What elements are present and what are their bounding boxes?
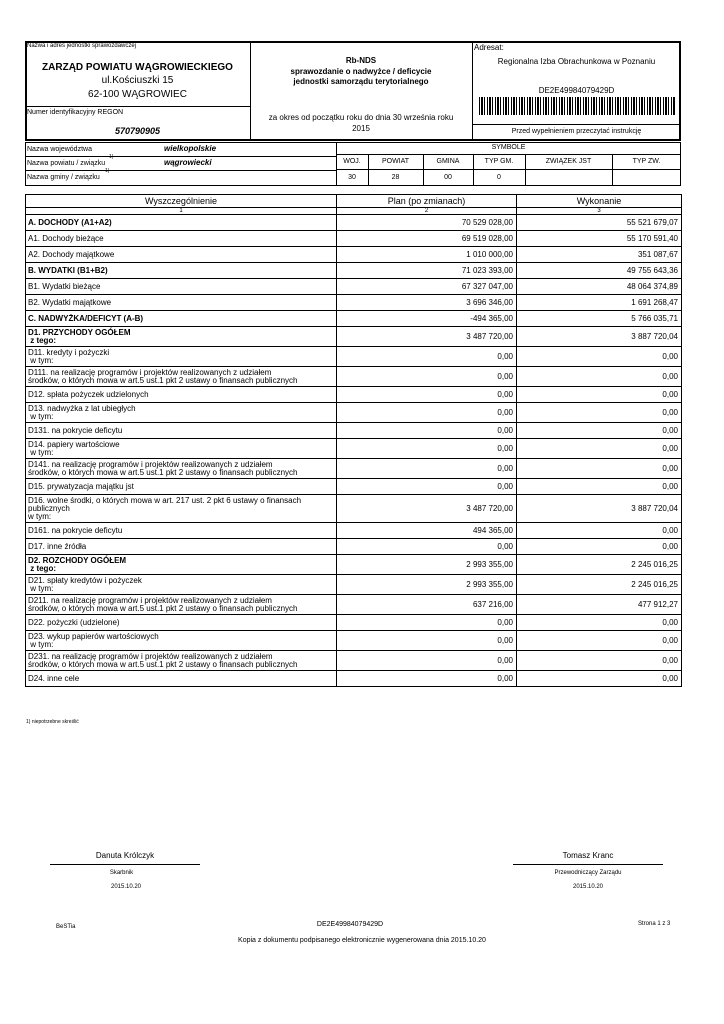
table-row	[26, 615, 682, 631]
row-execution-value: 1 691 268,47	[517, 295, 682, 311]
row-label	[26, 311, 337, 327]
symbol-header-woj: WOJ.	[343, 158, 361, 165]
row-label-text: D111. na realizację programów i projektów realizowanych z udziałem	[28, 367, 272, 377]
row-label-text: D11. kredyty i pożyczki	[28, 347, 110, 357]
form-code: Rb-NDS	[345, 56, 377, 65]
signature-left-line	[50, 864, 200, 865]
row-label	[26, 279, 337, 295]
table-row	[26, 387, 682, 403]
row-label-text: D23. wykup papierów wartościowych	[28, 631, 159, 641]
row-label-subtext: środków, o których mowa w art.5 ust.1 pkt 2 ustawy o finansach publicznych	[28, 375, 298, 385]
row-plan-value: 0,00	[337, 439, 517, 459]
name-address-label: Nazwa i adres jednostki sprawozdawczej	[27, 43, 137, 49]
symbol-value-gmina: 00	[444, 174, 452, 181]
row-label-text: D16. wolne środki, o których mowa w art. 217 ust. 2 pkt 6 ustawy o finansach	[28, 495, 302, 505]
row-execution-value: 0,00	[517, 631, 682, 651]
signature-right-line	[513, 864, 663, 865]
footer-doc-id: DE2E49984079429D	[316, 921, 384, 928]
table-row	[26, 439, 682, 459]
row-label	[26, 631, 337, 651]
symbols-line-2	[336, 169, 681, 170]
table-row	[26, 539, 682, 555]
row-label-subtext: z tego:	[28, 335, 56, 345]
row-plan-value: 3 487 720,00	[337, 495, 517, 523]
unit-name: ZARZĄD POWIATU WĄGROWIECKIEGO	[42, 62, 233, 73]
row-plan-value: 1 010 000,00	[337, 247, 517, 263]
row-label-subtext: z tego:	[28, 563, 56, 573]
symbol-header-typ-zw: TYP ZW.	[632, 158, 661, 165]
table-row	[26, 215, 682, 231]
row-plan-value: 0,00	[337, 671, 517, 687]
row-label-text: B1. Wydatki bieżące	[28, 281, 101, 291]
doc-id-header: DE2E49984079429D	[538, 86, 615, 95]
budget-table	[25, 194, 682, 687]
table-row	[26, 523, 682, 539]
column-number: 2	[337, 208, 517, 215]
row-label-text: A1. Dochody bieżące	[28, 233, 104, 243]
row-plan-value: 0,00	[337, 459, 517, 479]
row-label	[26, 479, 337, 495]
symbol-header-powiat: POWIAT	[381, 158, 410, 165]
location-line-1	[25, 156, 336, 157]
footnote: 1) niepotrzebne skreślić	[26, 719, 79, 725]
row-label-subtext: środków, o których mowa w art.5 ust.1 pkt 2 ustawy o finansach publicznych	[28, 467, 298, 477]
signature-left-name: Danuta Królczyk	[95, 851, 155, 860]
signature-left-role: Skarbnik	[109, 870, 134, 876]
column-header-description: Wyszczególnienie	[26, 195, 337, 208]
period-line-1: za okres od początku roku do dnia 30 września roku	[268, 113, 454, 122]
header-instructions-line	[472, 124, 681, 125]
row-label-text: D141. na realizację programów i projektów realizowanych z udziałem	[28, 459, 273, 469]
row-label	[26, 403, 337, 423]
table-row	[26, 231, 682, 247]
row-plan-value: 0,00	[337, 651, 517, 671]
row-label-text: D211. na realizację programów i projektów realizowanych z udziałem	[28, 595, 272, 605]
row-label	[26, 539, 337, 555]
table-row	[26, 651, 682, 671]
row-plan-value: 0,00	[337, 631, 517, 651]
row-execution-value: 0,00	[517, 347, 682, 367]
row-label-text: D24. inne cele	[28, 673, 80, 683]
row-label-subtext: środków, o których mowa w art.5 ust.1 pkt 2 ustawy o finansach publicznych	[28, 659, 298, 669]
addressee-name: Regionalna Izba Obrachunkowa w Poznaniu	[497, 57, 656, 66]
signature-right-name: Tomasz Kranc	[562, 851, 614, 860]
row-execution-value: 3 887 720,04	[517, 495, 682, 523]
regon-value: 570790905	[114, 126, 161, 136]
row-label	[26, 651, 337, 671]
row-label	[26, 215, 337, 231]
row-label-text: D131. na pokrycie deficytu	[28, 425, 123, 435]
row-execution-value: 2 245 016,25	[517, 575, 682, 595]
county-footnote-mark: 1)	[109, 154, 114, 160]
symbol-value-powiat: 28	[391, 174, 400, 181]
row-execution-value: 0,00	[517, 651, 682, 671]
footer-page-number: Strona 1 z 3	[638, 921, 671, 927]
period-line-2: 2015	[352, 124, 370, 133]
symbol-header-zwiazek: ZWIĄZEK JST	[545, 158, 592, 165]
row-label	[26, 615, 337, 631]
row-execution-value: 0,00	[517, 439, 682, 459]
table-row	[26, 423, 682, 439]
table-row	[26, 403, 682, 423]
row-label	[26, 459, 337, 479]
row-label-text: D15. prywatyzacja majątku jst	[28, 481, 134, 491]
column-number: 3	[517, 208, 682, 215]
row-execution-value: 477 912,27	[517, 595, 682, 615]
row-plan-value: 71 023 393,00	[337, 263, 517, 279]
row-label-subtext: w tym:	[28, 639, 54, 649]
row-execution-value: 0,00	[517, 479, 682, 495]
header-regon-line	[25, 106, 250, 107]
row-label-text: A. DOCHODY (A1+A2)	[28, 217, 112, 227]
table-row	[26, 495, 682, 523]
table-row	[26, 347, 682, 367]
instructions-note: Przed wypełnieniem przeczytać instrukcję	[511, 128, 642, 135]
row-plan-value: 0,00	[337, 403, 517, 423]
row-execution-value: 2 245 016,25	[517, 555, 682, 575]
row-label-text: D17. inne źródła	[28, 541, 87, 551]
footer-copy-note: Kopia z dokumentu podpisanego elektronicznie wygenerowana dnia 2015.10.20	[238, 937, 486, 944]
table-header-row	[26, 195, 682, 208]
unit-street: ul.Kościuszki 15	[101, 75, 174, 86]
row-plan-value: -494 365,00	[337, 311, 517, 327]
row-label-subtext: w tym:	[28, 355, 54, 365]
row-label	[26, 367, 337, 387]
row-plan-value: 637 216,00	[337, 595, 517, 615]
row-label-text: A2. Dochody majątkowe	[28, 249, 115, 259]
row-label-text: B2. Wydatki majątkowe	[28, 297, 112, 307]
column-header-execution: Wykonanie	[517, 195, 682, 208]
row-label	[26, 523, 337, 539]
row-plan-value: 0,00	[337, 423, 517, 439]
row-label-text: D14. papiery wartościowe	[28, 439, 120, 449]
county-value: wągrowiecki	[164, 158, 212, 167]
row-label	[26, 263, 337, 279]
row-label-subtext: w tym:	[28, 411, 54, 421]
row-execution-value: 55 170 591,40	[517, 231, 682, 247]
column-number-row	[26, 208, 682, 215]
row-plan-value: 0,00	[337, 387, 517, 403]
row-label-subtext: w tym:	[28, 583, 54, 593]
row-plan-value: 3 696 346,00	[337, 295, 517, 311]
row-label	[26, 247, 337, 263]
table-row	[26, 295, 682, 311]
row-plan-value: 3 487 720,00	[337, 327, 517, 347]
footer-system: BeSTia	[56, 924, 76, 930]
row-label	[26, 575, 337, 595]
voivodeship-value: wielkopolskie	[164, 144, 217, 153]
table-row	[26, 459, 682, 479]
table-row	[26, 247, 682, 263]
row-label-subtext: publicznych	[28, 503, 70, 513]
row-label-subtext: w tym:	[28, 511, 52, 521]
row-execution-value: 0,00	[517, 615, 682, 631]
row-label	[26, 295, 337, 311]
row-label-text: C. NADWYŻKA/DEFICYT (A-B)	[28, 313, 144, 323]
symbols-line-1	[336, 154, 681, 155]
row-execution-value: 0,00	[517, 403, 682, 423]
row-label	[26, 439, 337, 459]
regon-label: Numer identyfikacyjny REGON	[27, 109, 124, 116]
table-row	[26, 671, 682, 687]
row-label-text: B. WYDATKI (B1+B2)	[28, 265, 108, 275]
row-execution-value: 0,00	[517, 671, 682, 687]
row-execution-value: 5 766 035,71	[517, 311, 682, 327]
table-row	[26, 279, 682, 295]
commune-footnote-mark: 1)	[105, 168, 110, 174]
county-label: Nazwa powiatu / związku	[27, 160, 106, 167]
row-label	[26, 423, 337, 439]
table-row	[26, 575, 682, 595]
table-row	[26, 555, 682, 575]
row-plan-value: 69 519 028,00	[337, 231, 517, 247]
row-label-text: D21. spłaty kredytów i pożyczek	[28, 575, 142, 585]
table-row	[26, 263, 682, 279]
symbol-header-gmina: GMINA	[436, 158, 460, 165]
row-label	[26, 387, 337, 403]
row-label	[26, 555, 337, 575]
table-row	[26, 595, 682, 615]
row-label	[26, 495, 337, 523]
column-number: 1	[26, 208, 337, 215]
form-title-line-2: jednostki samorządu terytorialnego	[293, 77, 429, 86]
location-line-2	[25, 170, 336, 171]
signature-right-role: Przewodniczący Zarządu	[554, 870, 622, 876]
symbol-header-typ-gm: TYP GM.	[484, 158, 514, 165]
commune-label: Nazwa gminy / związku	[27, 174, 100, 181]
row-execution-value: 3 887 720,04	[517, 327, 682, 347]
row-plan-value: 0,00	[337, 539, 517, 555]
row-plan-value: 67 327 047,00	[337, 279, 517, 295]
row-plan-value: 0,00	[337, 367, 517, 387]
row-label	[26, 327, 337, 347]
row-label	[26, 231, 337, 247]
row-plan-value: 0,00	[337, 479, 517, 495]
table-row	[26, 327, 682, 347]
row-label-text: D22. pożyczki (udzielone)	[28, 617, 120, 627]
row-execution-value: 0,00	[517, 387, 682, 403]
row-plan-value: 2 993 355,00	[337, 555, 517, 575]
row-execution-value: 49 755 643,36	[517, 263, 682, 279]
barcode-image	[479, 97, 676, 115]
symbol-value-typ-gm: 0	[497, 174, 501, 181]
row-plan-value: 0,00	[337, 615, 517, 631]
row-execution-value: 0,00	[517, 423, 682, 439]
row-label-subtext: w tym:	[28, 447, 54, 457]
row-label-text: D13. nadwyżka z lat ubiegłych	[28, 403, 136, 413]
row-label-text: D12. spłata pożyczek udzielonych	[28, 389, 149, 399]
row-label-text: D1. PRZYCHODY OGÓŁEM	[28, 327, 131, 337]
row-label-text: D161. na pokrycie deficytu	[28, 525, 123, 535]
table-row	[26, 479, 682, 495]
symbol-value-woj: 30	[348, 174, 356, 181]
table-row	[26, 367, 682, 387]
row-label	[26, 347, 337, 367]
row-plan-value: 2 993 355,00	[337, 575, 517, 595]
voivodeship-label: Nazwa województwa	[27, 146, 92, 153]
row-label-subtext: środków, o których mowa w art.5 ust.1 pkt 2 ustawy o finansach publicznych	[28, 603, 298, 613]
row-execution-value: 0,00	[517, 539, 682, 555]
row-execution-value: 0,00	[517, 459, 682, 479]
row-label-text: D231. na realizację programów i projektów realizowanych z udziałem	[28, 651, 273, 661]
row-execution-value: 0,00	[517, 367, 682, 387]
signature-left-date: 2015.10.20	[110, 884, 142, 890]
row-execution-value: 0,00	[517, 523, 682, 539]
form-title-line-1: sprawozdanie o nadwyżce / deficycie	[290, 67, 432, 76]
row-execution-value: 55 521 679,07	[517, 215, 682, 231]
row-execution-value: 351 087,67	[517, 247, 682, 263]
symbols-title: SYMBOLE	[491, 144, 526, 151]
row-plan-value: 494 365,00	[337, 523, 517, 539]
row-execution-value: 48 064 374,89	[517, 279, 682, 295]
budget-table-body	[26, 195, 682, 687]
table-row	[26, 631, 682, 651]
table-row	[26, 311, 682, 327]
unit-city: 62-100 WĄGROWIEC	[88, 89, 187, 100]
row-plan-value: 0,00	[337, 347, 517, 367]
row-label-text: D2. ROZCHODY OGÓŁEM	[28, 555, 127, 565]
addressee-label: Adresat:	[474, 43, 504, 52]
signature-right-date: 2015.10.20	[572, 884, 604, 890]
row-label	[26, 595, 337, 615]
row-plan-value: 70 529 028,00	[337, 215, 517, 231]
column-header-plan: Plan (po zmianach)	[337, 195, 517, 208]
row-label	[26, 671, 337, 687]
